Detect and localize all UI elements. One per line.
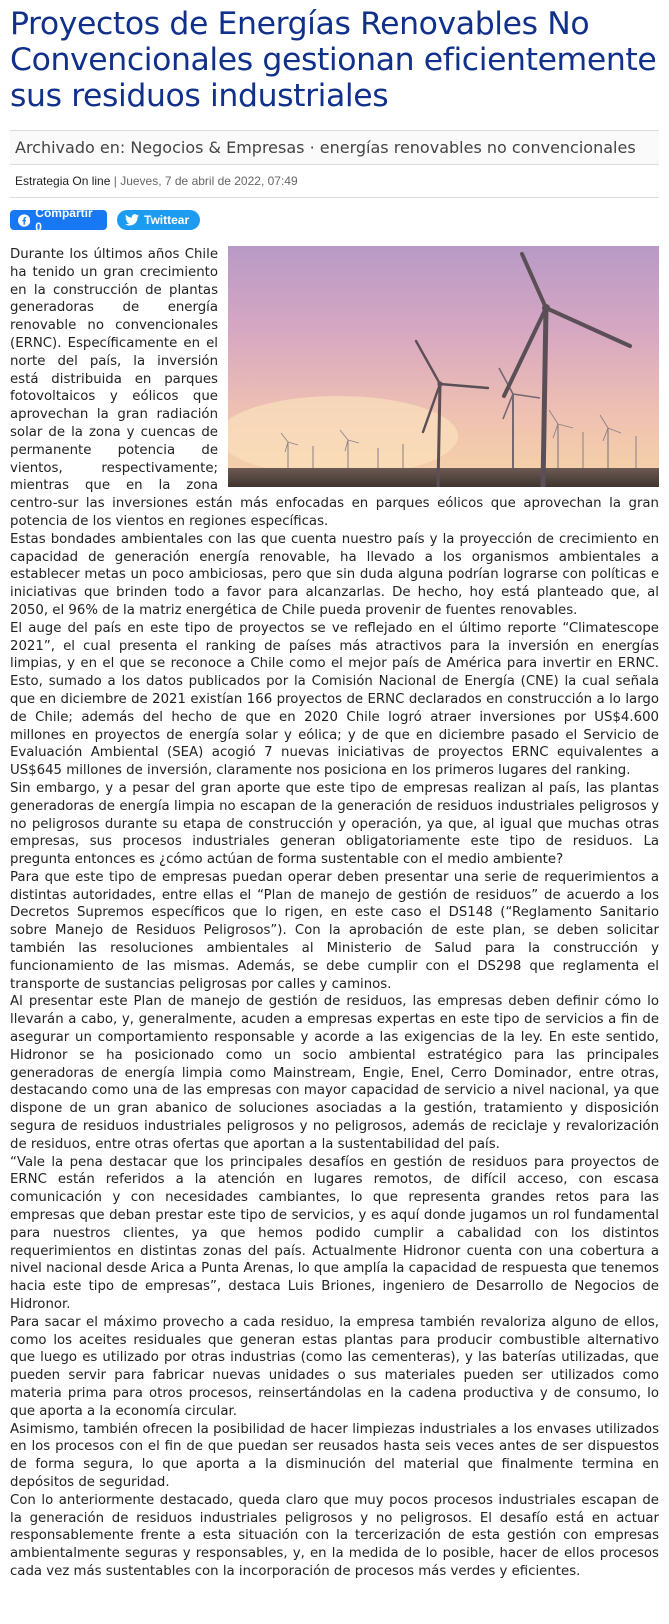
category-link-ernc[interactable]: energías renovables no convencionales: [319, 138, 636, 157]
category-link-negocios[interactable]: Negocios & Empresas: [130, 138, 305, 157]
paragraph: Asimismo, también ofrecen la posibilidad de hacer limpiezas industriales a los envases utilizados en los procesos con el fin de que puedan ser reusados hasta seis veces antes de ser dispuestos de forma segura, lo que aporta a la disminución del material que finalmente termina en depósitos de seguridad.: [10, 1421, 659, 1490]
paragraph: Para que este tipo de empresas puedan operar deben presentar una serie de requerimientos a distintas autoridades, entre ellas el “Plan de manejo de gestión de residuos” de acuerdo a los Decretos Supremos específicos que lo rigen, en este caso el DS148 (“Reglamento Sanitario sobre Manejo de Residuos Peligrosos”). Con la aprobación de este plan, se deben solicitar también las resoluciones ambientales al Ministerio de Salud para la construcción y funcionamiento de las mismas. Además, se debe cumplir con el DS298 que reglamenta el transporte de sustancias peligrosas por calles y caminos.: [10, 869, 659, 992]
paragraph: Estas bondades ambientales con las que cuenta nuestro país y la proyección de crecimiento en capacidad de generación energía renovable, ha llevado a los organismos ambientales a establecer metas un poco ambiciosas, pero que sin duda alguna podrían lograrse con políticas e iniciativas que brinden todo a favor para alcanzarlas. De hecho, hoy está planteado que, al 2050, el 96% de la matriz energética de Chile pueda provenir de fuentes renovables.: [10, 531, 659, 618]
twitter-share-button[interactable]: [117, 210, 200, 230]
article-body: [10, 246, 659, 1581]
archived-prefix: Archivado en:: [15, 138, 126, 157]
byline: [10, 165, 659, 198]
paragraph: “Vale la pena destacar que los principales desafíos en gestión de residuos para proyectos de ERNC están referidos a la atención en lugares remotos, de difícil acceso, con escasa comunicación y con necesidades cambiantes, lo que representa grandes retos para las empresas que deban prestar este tipo de servicios, y es aquí donde jugamos un rol fundamental para nuestros clientes, ya que hemos podido cumplir a cabalidad con los distintos requerimientos en distintas zonas del país. Actualmente Hidronor cuenta con una cobertura a nivel nacional desde Arica a Punta Arenas, lo que amplía la capacidad de respuesta que tenemos hacia este tipo de empresas”, destaca Luis Briones, ingeniero de Desarrollo de Negocios de Hidronor.: [10, 1154, 659, 1313]
source-name: Estrategia On line: [15, 174, 111, 188]
twitter-icon: [125, 214, 139, 226]
category-separator: ·: [304, 138, 320, 157]
paragraph: El auge del país en este tipo de proyectos se ve reflejado en el último reporte “Climatescope 2021”, el cual presenta el ranking de países más atractivos para la inversión en energías limpias, y en el que se reconoce a Chile como el mejor país de América para invertir en ERNC. Esto, sumado a los datos publicados por la Comisión Nacional de Energía (CNE) la cual señala que en diciembre de 2021 existían 166 proyectos de ERNC declarados en construcción a lo largo de Chile; además del hecho de que en 2020 Chile logró atraer inversiones por US$4.600 millones en proyectos de energía solar y eólica; y de que en diciembre pasado el Servicio de Evaluación Ambiental (SEA) acogió 7 nuevas iniciativas de proyectos ERNC equivalentes a US$645 millones de inversión, claramente nos posiciona en los primeros lugares del ranking.: [10, 620, 659, 779]
facebook-icon: [18, 214, 30, 227]
twitter-share-label: Twittear: [144, 213, 190, 227]
facebook-share-button[interactable]: [10, 206, 107, 234]
facebook-share-label: Compartir 0: [35, 206, 93, 234]
article-title: Proyectos de Energías Renovables No Convencionales gestionan eficientemente sus residuos industriales: [10, 6, 657, 114]
paragraph: Sin embargo, y a pesar del gran aporte que este tipo de empresas realizan al país, las plantas generadoras de energía limpia no escapan de la generación de residuos industriales peligrosos y no peligrosos durante su etapa de construcción y operación, ya que, al igual que muchas otras empresas, sus procesos industriales generan obligatoriamente este tipo de residuos. La pregunta entonces es ¿cómo actúan de forma sustentable con el medio ambiente?: [10, 780, 659, 868]
share-bar: [10, 206, 659, 234]
paragraph: Para sacar el máximo provecho a cada residuo, la empresa también revaloriza alguno de ellos, como los aceites residuales que generan estas plantas para producir combustible alternativo que luego es utilizado por otras industrias (como las cementeras), y las baterías utilizadas, que pueden servir para fabricar nuevas unidades o sus materiales pueden ser utilizados como materia prima para otros procesos, reinsertándolas en la cadena productiva y de consumo, lo que aporta a la economía circular.: [10, 1314, 659, 1419]
byline-separator: |: [110, 174, 121, 188]
wind-turbines-image: [228, 246, 659, 487]
publish-date: Jueves, 7 de abril de 2022, 07:49: [120, 174, 298, 188]
paragraph: Al presentar este Plan de manejo de gestión de residuos, las empresas deben definir cómo lo llevarán a cabo, y, generalmente, acuden a empresas expertas en este tipo de servicios a fin de asegurar un comportamiento responsable y acorde a las exigencias de la ley. En este sentido, Hidronor se ha posicionado como un socio ambiental estratégico para las principales generadoras de energía limpia como Mainstream, Engie, Enel, Cerro Dominador, entre otras, destacando como una de las empresas con mayor capacidad de servicio a nivel nacional, ya que dispone de un gran abanico de soluciones asociadas a la gestión, tratamiento y disposición segura de residuos industriales peligrosos y no peligrosos, además de reciclaje y revalorización de residuos, entre otras ofertas que aportan a la sustentabilidad del país.: [10, 994, 659, 1152]
paragraph: Durante los últimos años Chile ha tenido un gran crecimiento en la construcción de plantas generadoras de energía renovable no convencionales (ERNC). Específicamente en el norte del país, la inversión está distribuida en parques fotovoltaicos y eólicos que aprovechan la gran radiación solar de la zona y cuencas de permanente potencia de vientos, respectivamente; mientras que en la zona centro-sur las inversiones están más enfocadas en parques eólicos que aprovechan la gran potencia de los vientos en regiones específicas.: [10, 247, 659, 529]
paragraph: Con lo anteriormente destacado, queda claro que muy pocos procesos industriales escapan de la generación de residuos industriales peligrosos y no peligrosos. El desafío está en actuar responsablemente frente a esta situación con la tercerización de esta gestión con empresas ambientalmente seguras y responsables, y, en la medida de lo posible, hacer de ellos procesos cada vez más sustentables con la incorporación de procesos más verdes y eficientes.: [10, 1492, 659, 1579]
archived-in: [10, 130, 659, 165]
